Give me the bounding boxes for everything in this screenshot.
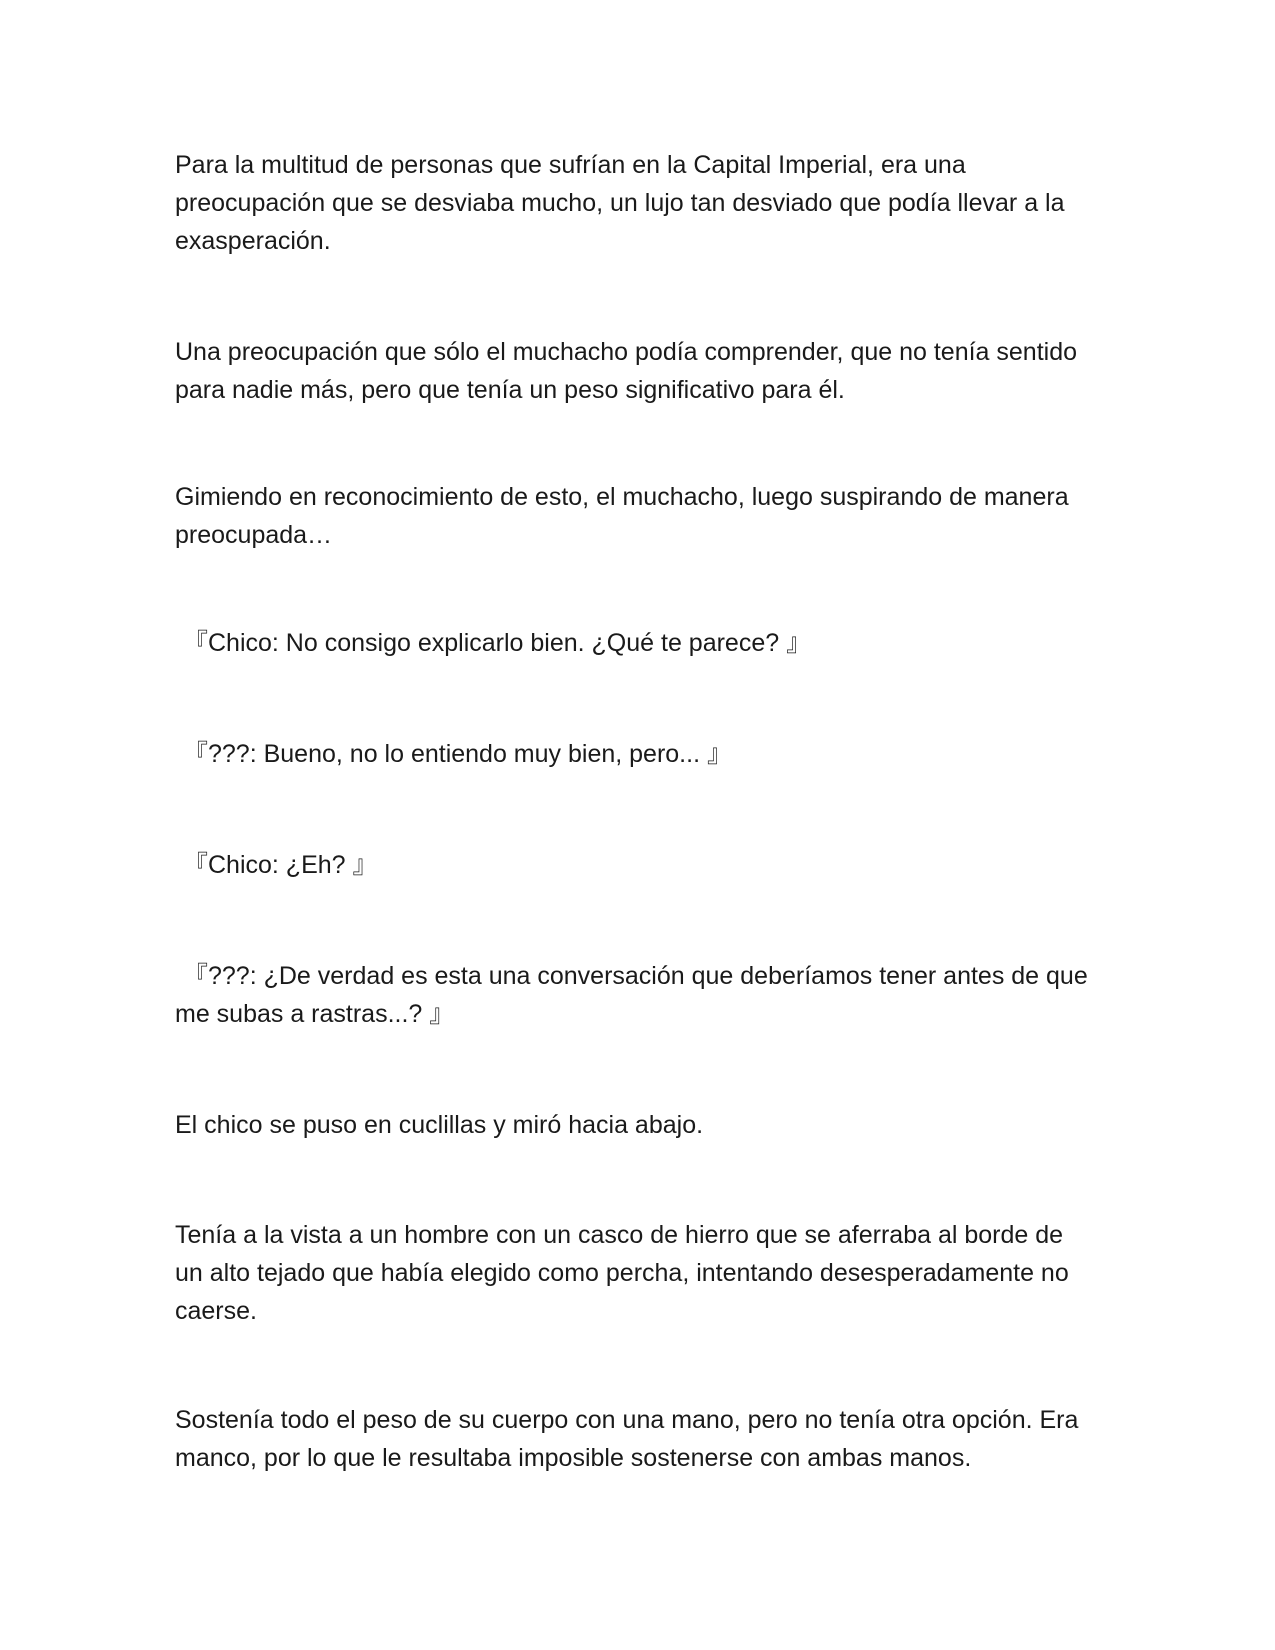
dialogue-unknown-1: 『???: Bueno, no lo entiendo muy bien, pero... 』 bbox=[183, 740, 732, 768]
paragraph-capital-imperial: Para la multitud de personas que sufrían en la Capital Imperial, era una preocupación que se desviaba mucho, un lujo tan desviado que podía llevar a la exasperación. bbox=[175, 151, 1065, 255]
paragraph-hombre-casco: Tenía a la vista a un hombre con un casco de hierro que se aferraba al borde de un alto tejado que había elegido como percha, intentando desesperadamente no caerse. bbox=[175, 1221, 1069, 1325]
dialogue-chico-1: 『Chico: No consigo explicarlo bien. ¿Qué te parece? 』 bbox=[183, 629, 812, 657]
paragraph-preocupacion: Una preocupación que sólo el muchacho podía comprender, que no tenía sentido para nadie más, pero que tenía un peso significativo para él. bbox=[175, 338, 1078, 404]
paragraph-cuclillas: El chico se puso en cuclillas y miró hacia abajo. bbox=[175, 1111, 704, 1139]
paragraph-manco: Sostenía todo el peso de su cuerpo con una mano, pero no tenía otra opción. Era manco, por lo que le resultaba imposible sostenerse con ambas manos. bbox=[175, 1406, 1079, 1472]
dialogue-unknown-2: 『???: ¿De verdad es esta una conversación que deberíamos tener antes de que me subas a rastras...? 』 bbox=[175, 962, 1088, 1028]
paragraph-gimiendo: Gimiendo en reconocimiento de esto, el muchacho, luego suspirando de manera preocupada… bbox=[175, 483, 1069, 549]
dialogue-chico-2: 『Chico: ¿Eh? 』 bbox=[183, 851, 378, 879]
